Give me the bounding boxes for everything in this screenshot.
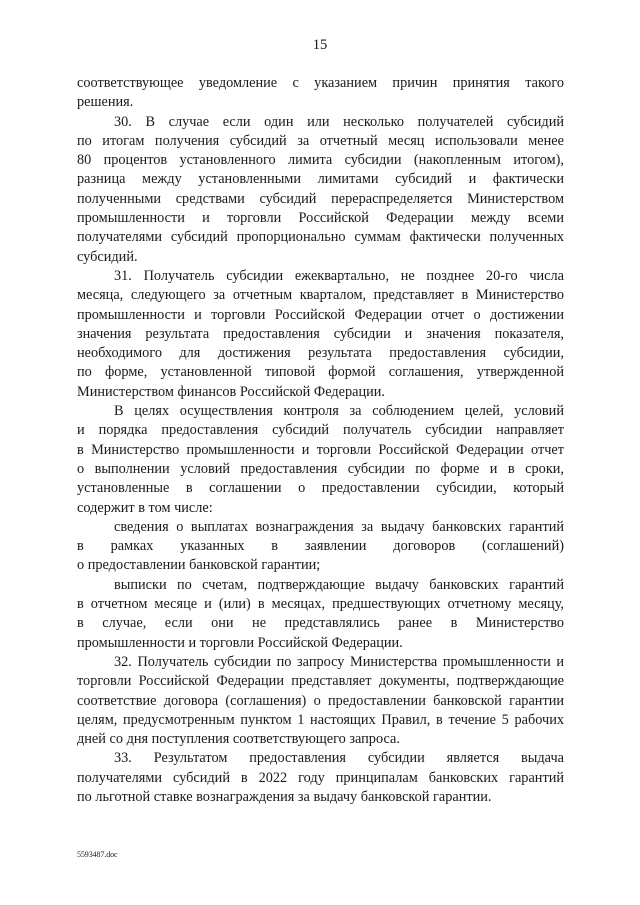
text-line: значения результата предоставления субсидии и значения показателя, (77, 325, 564, 342)
text-line: в рамках указанных в заявлении договоров (соглашений) (77, 538, 564, 555)
text-line: установленные в соглашении о предоставлении субсидии, который (77, 480, 564, 497)
text-line: полученными средствами субсидий перераспределяется Министерством (77, 190, 564, 207)
text-line: в отчетном месяце и (или) в месяцах, предшествующих отчетному месяцу, (77, 596, 564, 613)
document-body (77, 74, 564, 807)
text-line: 31. Получатель субсидии ежеквартально, не позднее 20-го числа (114, 267, 564, 284)
text-line: по итогам получения субсидий за отчетный месяц использовали менее (77, 132, 564, 149)
text-line: и порядка предоставления субсидий получатель субсидии направляет (77, 422, 564, 439)
text-line: 33. Результатом предоставления субсидии является выдача (114, 750, 564, 767)
text-line: соответствие договора (соглашения) о предоставлении банковской гарантии (77, 692, 564, 709)
text-line: 30. В случае если один или несколько получателей субсидий (114, 113, 564, 130)
text-line: о предоставлении банковской гарантии; (77, 557, 321, 574)
text-line: решения. (77, 94, 134, 111)
text-line: торговли Российской Федерации представляет документы, подтверждающие (77, 673, 564, 690)
text-line: в случае, если они не представлялись ранее в Министерство (77, 615, 564, 632)
text-line: целям, предусмотренным пунктом 1 настоящих Правил, в течение 5 рабочих (77, 711, 564, 728)
text-line: промышленности и торговли Российской Федерации между всеми (77, 210, 564, 227)
text-line: необходимого для достижения результата предоставления субсидии, (77, 345, 564, 362)
text-line: Министерством финансов Российской Федерации. (77, 383, 386, 400)
page-number: 15 (312, 37, 328, 53)
text-line: в Министерство промышленности и торговли Российской Федерации отчет (77, 441, 564, 458)
text-line: месяца, следующего за отчетным кварталом, представляет в Министерство (77, 287, 564, 304)
text-line: получателями субсидий пропорционально суммам фактически полученных (77, 229, 564, 246)
text-line: сведения о выплатах вознаграждения за выдачу банковских гарантий (114, 518, 564, 535)
text-line: соответствующее уведомление с указанием причин принятия такого (77, 75, 564, 91)
text-line: выписки по счетам, подтверждающие выдачу банковских гарантий (114, 576, 564, 593)
text-line: по форме, установленной типовой формой соглашения, утвержденной (77, 364, 564, 381)
document-footer: 5593487.doc (77, 850, 118, 859)
text-line: 80 процентов установленного лимита субсидии (накопленным итогом), (77, 152, 564, 169)
text-line: промышленности и торговли Российской Федерации отчет о достижении (77, 306, 564, 323)
text-line: 32. Получатель субсидии по запросу Министерства промышленности и (114, 653, 564, 670)
text-line: по льготной ставке вознаграждения за выдачу банковской гарантии. (77, 788, 492, 805)
text-line: промышленности и торговли Российской Федерации. (77, 634, 403, 651)
text-line: о выполнении условий предоставления субсидии по форме и в сроки, (77, 460, 564, 477)
text-line: получателями субсидий в 2022 году принципалам банковских гарантий (77, 769, 564, 786)
text-line: разница между установленными лимитами субсидий и фактически (77, 171, 564, 188)
text-line: субсидий. (77, 248, 138, 265)
text-line: содержит в том числе: (77, 499, 213, 516)
text-line: дней со дня поступления соответствующего запроса. (77, 731, 400, 748)
text-line: В целях осуществления контроля за соблюдением целей, условий (114, 403, 564, 420)
